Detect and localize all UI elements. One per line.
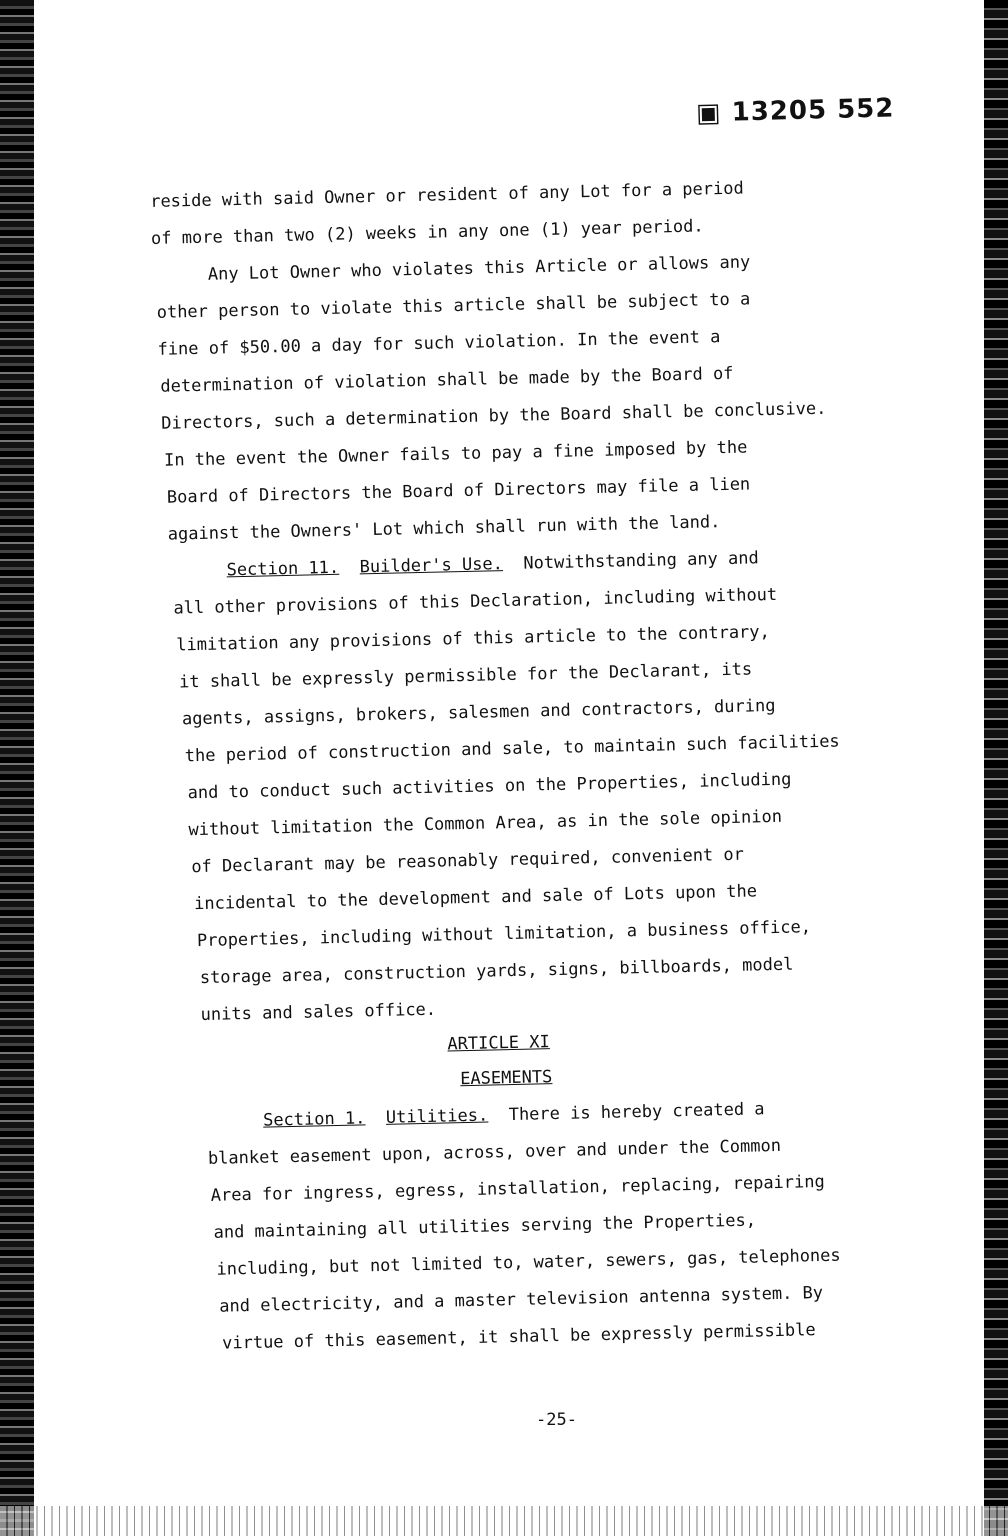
- section-11-first-line: [226, 548, 759, 580]
- page-number: -25-: [536, 1410, 577, 1430]
- section-11-title: Builder's Use.: [359, 554, 504, 578]
- section-1-first-line: [263, 1099, 765, 1130]
- text-line: without limitation the Common Area, as in the sole opinion: [188, 806, 783, 841]
- document-body: [150, 175, 890, 1354]
- text-line: units and sales office.: [200, 999, 437, 1026]
- text-line: against the Owners' Lot which shall run with the land.: [167, 512, 721, 545]
- section-11-first: Notwithstanding any and: [523, 548, 759, 574]
- text-line: Any Lot Owner who violates this Article or allows any: [207, 252, 751, 285]
- article-title: EASEMENTS: [459, 1067, 553, 1090]
- text-line: Board of Directors the Board of Directors may file a lien: [166, 474, 751, 508]
- text-line: In the event the Owner fails to pay a fine imposed by the: [163, 437, 748, 471]
- text-line: determination of violation shall be made by the Board of: [160, 363, 734, 397]
- text-line: reside with said Owner or resident of any Lot for a period: [150, 178, 744, 212]
- text-line: limitation any provisions of this article to the contrary,: [176, 622, 770, 656]
- scan-edge-left: [0, 0, 34, 1536]
- text-line: incidental to the development and sale of Lots upon the: [193, 881, 758, 915]
- text-line: Directors, such a determination by the Board shall be conclusive.: [161, 398, 827, 434]
- text-line: the period of construction and sale, to maintain such facilities: [184, 731, 840, 767]
- section-1-first: There is hereby created a: [508, 1099, 765, 1126]
- scan-edge-right: [984, 0, 1008, 1536]
- text-line: and to conduct such activities on the Properties, including: [187, 769, 792, 804]
- text-line: and maintaining all utilities serving the Properties,: [213, 1210, 757, 1243]
- text-line: Area for ingress, egress, installation, replacing, repairing: [210, 1171, 825, 1206]
- text-line: fine of $50.00 a day for such violation. In the event a: [157, 327, 721, 360]
- text-line: including, but not limited to, water, sewers, gas, telephones: [216, 1245, 841, 1280]
- text-line: of Declarant may be reasonably required, convenient or: [191, 844, 745, 878]
- text-line: other person to violate this article shall be subject to a: [156, 289, 751, 323]
- stamp-icon: ▣: [695, 97, 722, 129]
- stamp-text: 13205 552: [731, 93, 895, 128]
- text-line: agents, assigns, brokers, salesmen and contractors, during: [181, 695, 776, 730]
- section-11-heading: Section 11.: [226, 557, 340, 581]
- section-1-title: Utilities.: [385, 1105, 489, 1128]
- text-line: all other provisions of this Declaration, including without: [173, 584, 778, 619]
- text-line: Properties, including without limitation, a business office,: [196, 917, 812, 952]
- text-line: blanket easement upon, across, over and under the Common: [207, 1135, 782, 1169]
- recording-stamp: [696, 93, 895, 128]
- section-1-heading: Section 1.: [262, 1108, 366, 1131]
- text-line: it shall be expressly permissible for the Declarant, its: [178, 659, 753, 693]
- text-line: of more than two (2) weeks in any one (1) year period.: [150, 216, 704, 249]
- text-line: and electricity, and a master television antenna system. By: [219, 1283, 824, 1317]
- scan-edge-bottom: [0, 1506, 1008, 1536]
- text-line: storage area, construction yards, signs, billboards, model: [199, 954, 794, 989]
- article-number: ARTICLE XI: [447, 1032, 550, 1055]
- text-line: virtue of this easement, it shall be expressly permissible: [221, 1320, 816, 1354]
